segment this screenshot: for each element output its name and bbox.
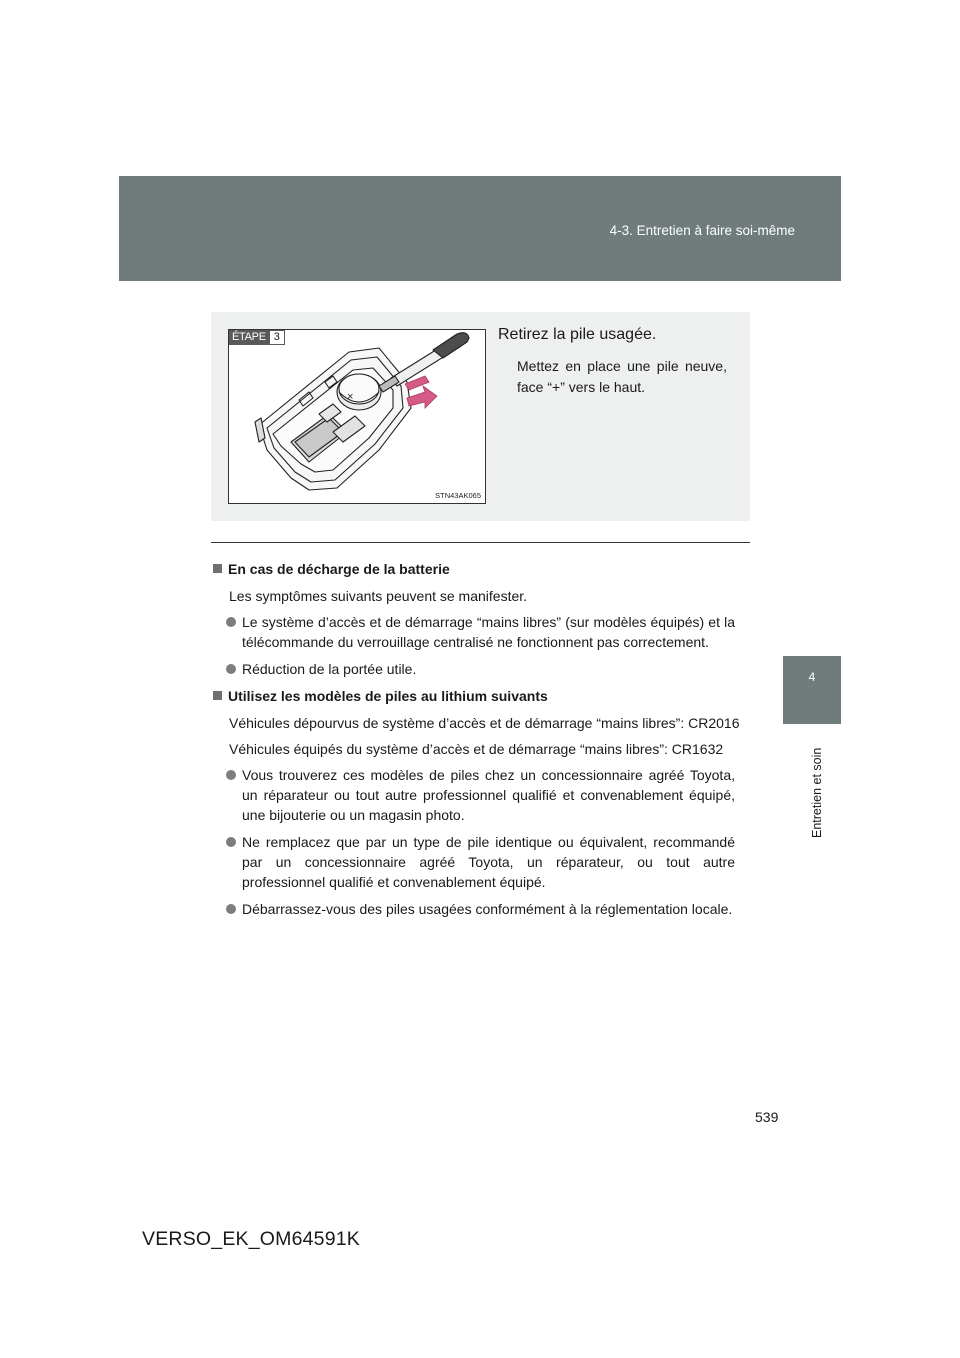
round-bullet-icon [226, 617, 236, 627]
body-content [211, 559, 750, 926]
list-item-text: Le système d’accès et de démarrage “mains libres” (sur modèles équipés) et la télécommande du verrouillage centralisé ne fonctionnent pas correctement. [242, 614, 735, 650]
list-item [242, 832, 735, 892]
figure-code: STN43AK065 [435, 491, 481, 500]
chapter-label [810, 738, 824, 848]
round-bullet-icon [226, 770, 236, 780]
step-badge-label: ÉTAPE [229, 330, 269, 345]
section-heading-text: Utilisez les modèles de piles au lithium suivants [228, 688, 548, 704]
paragraph: Véhicules équipés du système d’accès et de démarrage “mains libres”: CR1632 [229, 741, 724, 757]
header-band [119, 176, 841, 281]
list-item-text: Débarrassez-vous des piles usagées conformément à la réglementation locale. [242, 901, 733, 917]
divider [211, 542, 750, 543]
square-bullet-icon [213, 564, 222, 573]
page-number: 539 [755, 1109, 779, 1125]
list-item-text: Ne remplacez que par un type de pile identique ou équivalent, recommandé par un concessionnaire agréé Toyota, un réparateur, ou tout autre professionnel qualifié et convenablement équipé. [242, 834, 735, 890]
document-code: VERSO_EK_OM64591K [142, 1228, 361, 1250]
paragraph: Véhicules dépourvus de système d’accès et de démarrage “mains libres”: CR2016 [229, 715, 740, 731]
section-heading [211, 686, 750, 706]
chapter-label-text: Entretien et soin [810, 747, 824, 838]
key-battery-illustration [229, 330, 485, 503]
square-bullet-icon [213, 691, 222, 700]
section-title: 4-3. Entretien à faire soi-même [609, 223, 795, 238]
section-heading [211, 559, 750, 579]
step-badge-number: 3 [269, 330, 285, 345]
svg-text:×: × [347, 391, 354, 403]
list-item [242, 659, 735, 679]
step-figure [228, 329, 486, 504]
list-item [242, 899, 735, 919]
round-bullet-icon [226, 837, 236, 847]
step-note: Mettez en place une pile neuve, face “+” vers le haut. [517, 358, 727, 395]
step-instruction: Retirez la pile usagée. [498, 326, 657, 343]
paragraph: Les symptômes suivants peuvent se manifester. [229, 588, 528, 604]
step-box [211, 312, 750, 521]
section-heading-text: En cas de décharge de la batterie [228, 561, 450, 577]
list-item-text: Réduction de la portée utile. [242, 661, 417, 677]
list-item [242, 612, 735, 652]
list-item [242, 765, 735, 825]
chapter-number: 4 [808, 670, 816, 684]
step-badge [229, 330, 285, 345]
round-bullet-icon [226, 904, 236, 914]
chapter-tab [783, 656, 841, 724]
list-item-text: Vous trouverez ces modèles de piles chez un concessionnaire agréé Toyota, un réparateur ou tout autre professionnel qualifié et convenablement équipé, une bijouterie ou un magasin photo. [242, 767, 735, 823]
round-bullet-icon [226, 664, 236, 674]
